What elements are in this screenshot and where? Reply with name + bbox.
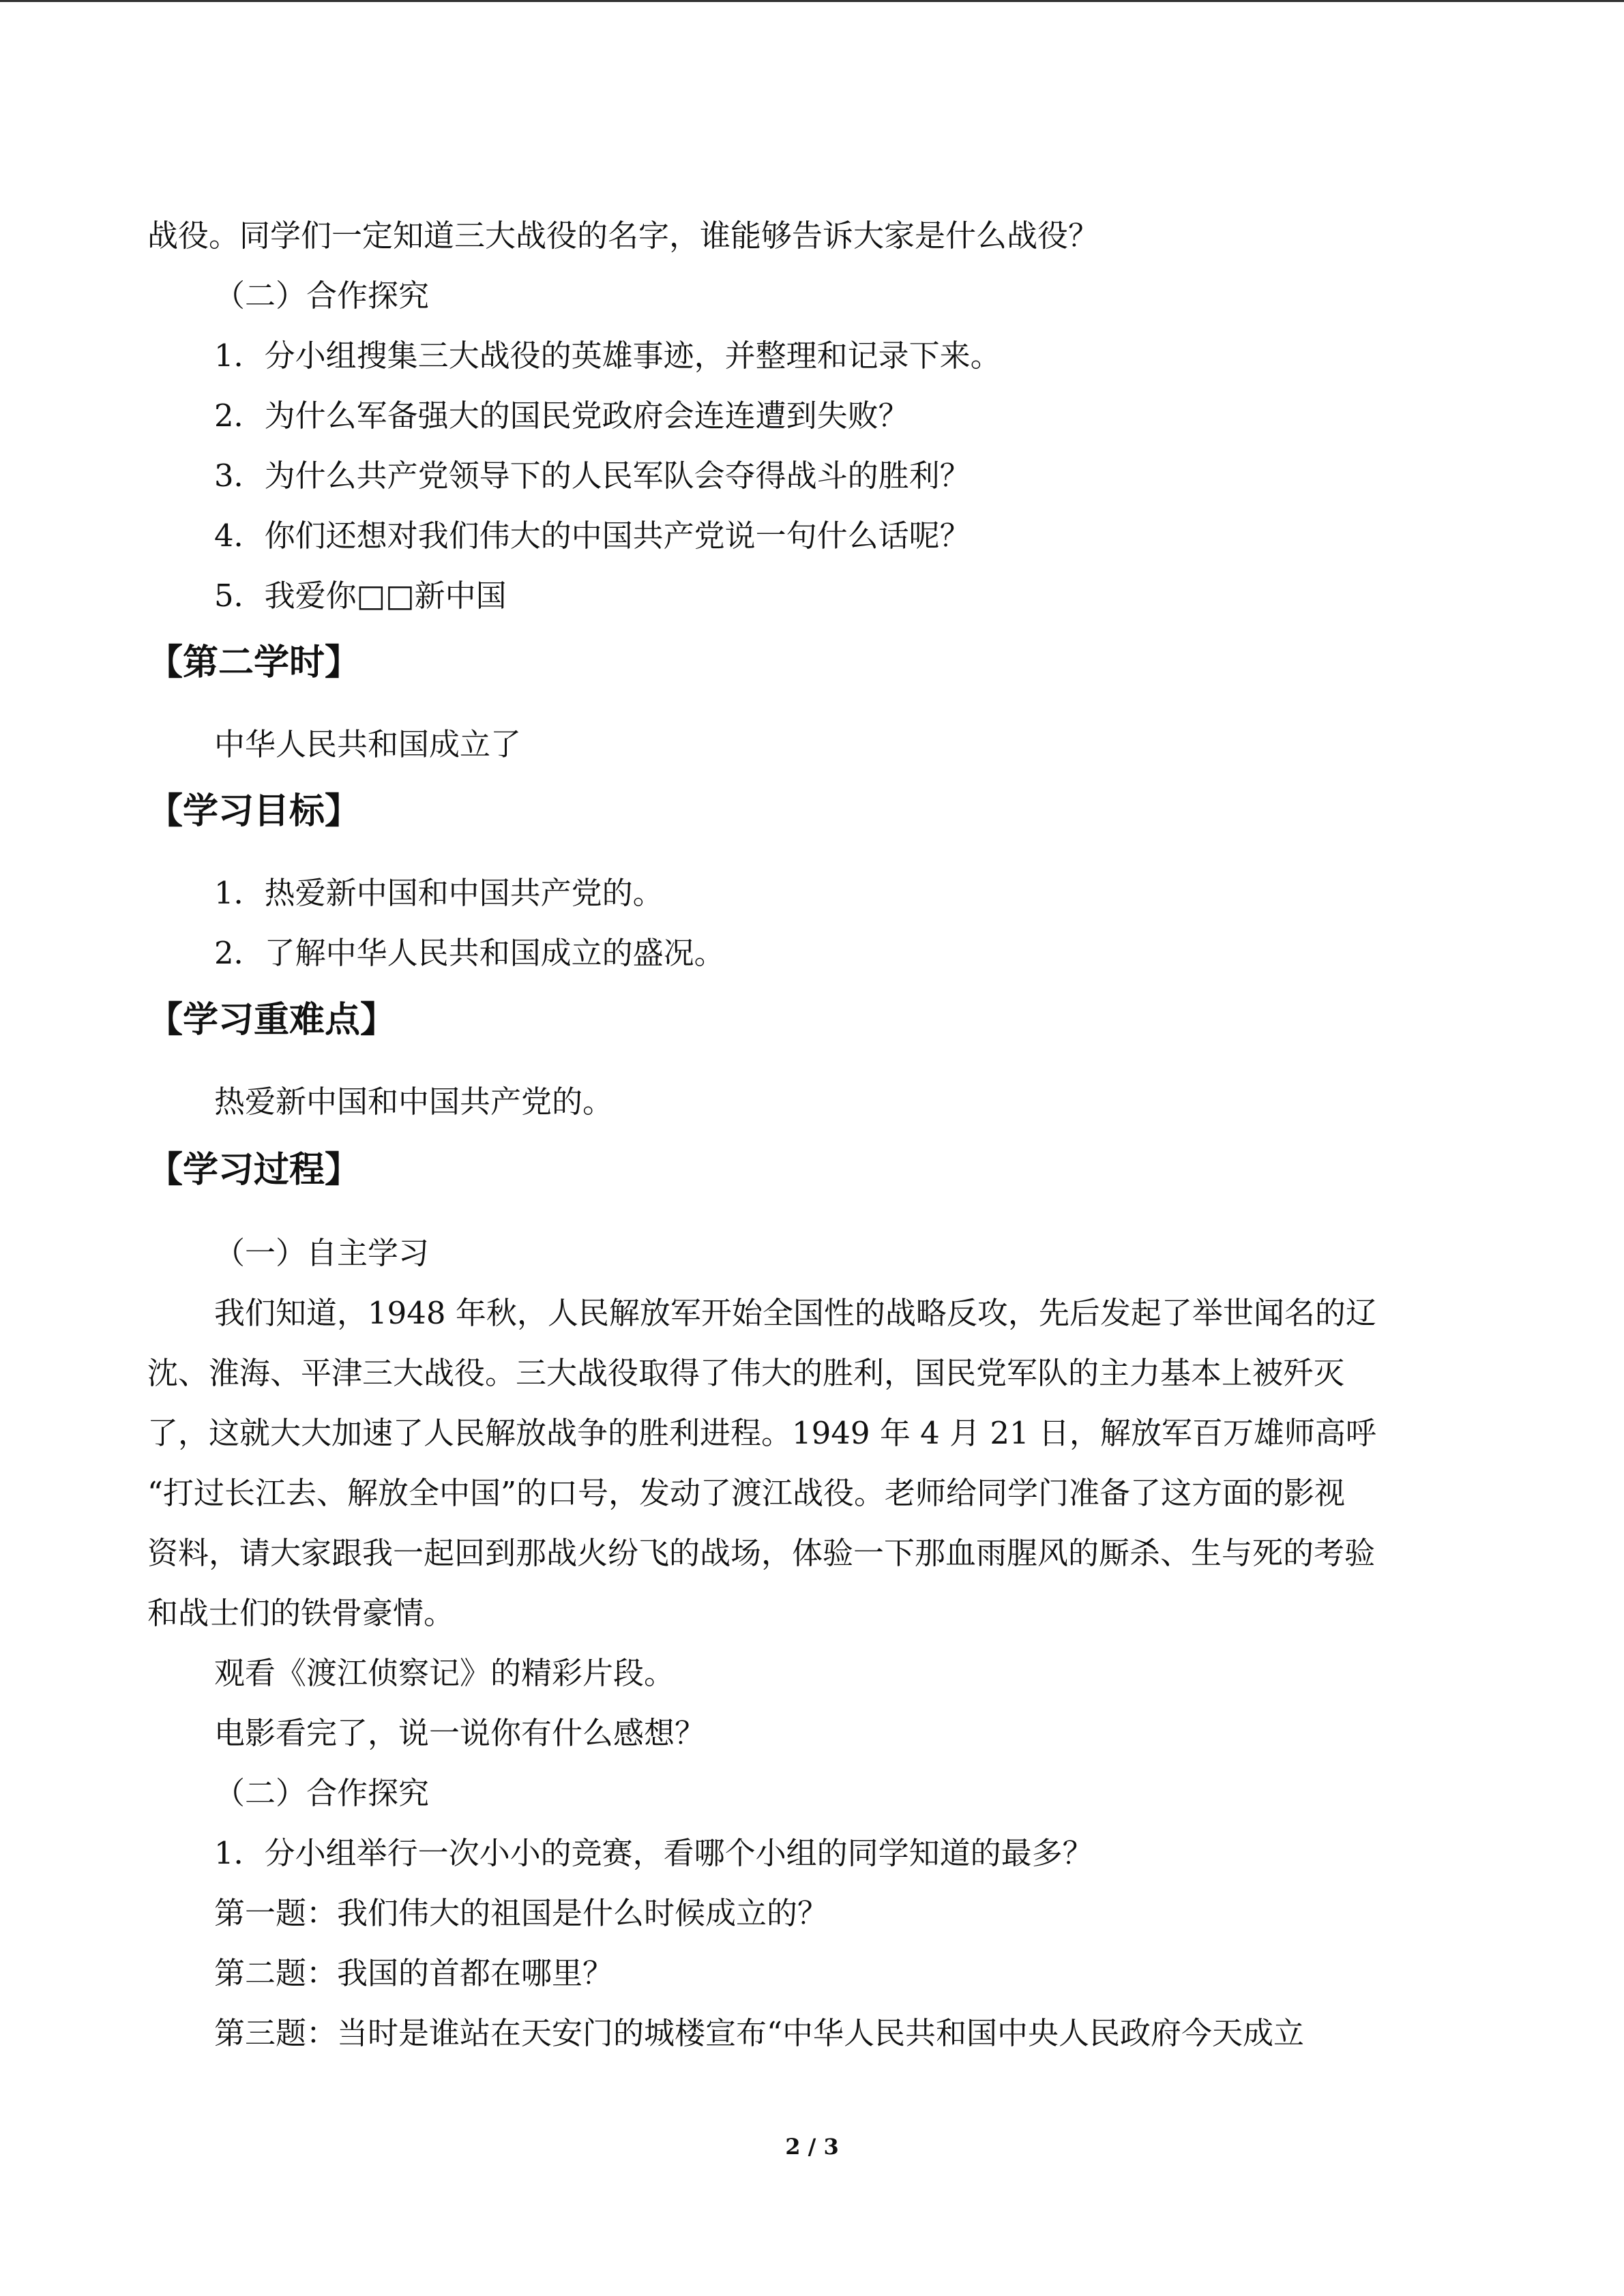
quiz-question: 第三题：当时是谁站在天安门的城楼宣布“中华人民共和国中央人民政府今天成立: [214, 2015, 1305, 2051]
paragraph-line: 热爱新中国和中国共产党的。: [214, 1084, 614, 1120]
list-item: 2．了解中华人民共和国成立的盛况。: [214, 935, 725, 971]
section-heading-learning-process: 【学习过程】: [147, 1150, 361, 1191]
lesson-title: 中华人民共和国成立了: [214, 726, 522, 762]
list-item: 2．为什么军备强大的国民党政府会连连遭到失败？: [214, 398, 909, 434]
list-item: 1．分小组搜集三大战役的英雄事迹，并整理和记录下来。: [214, 338, 1001, 374]
section-heading-learning-goals: 【学习目标】: [147, 791, 361, 832]
section-heading-second-lesson: 【第二学时】: [147, 642, 361, 683]
paragraph-line: 战役。同学们一定知道三大战役的名字，谁能够告诉大家是什么战役？: [147, 218, 1099, 254]
page-number: 2 / 3: [785, 2134, 839, 2160]
list-item: 1．分小组举行一次小小的竞赛，看哪个小组的同学知道的最多？: [214, 1835, 1093, 1871]
list-item: 3．为什么共产党领导下的人民军队会夺得战斗的胜利？: [214, 458, 971, 494]
list-item: 4．你们还想对我们伟大的中国共产党说一句什么话呢？: [214, 518, 971, 554]
paragraph-line: 观看《渡江侦察记》的精彩片段。: [214, 1655, 675, 1691]
paragraph-line: 和战士们的铁骨豪情。: [147, 1595, 455, 1631]
list-item: 1．热爱新中国和中国共产党的。: [214, 875, 664, 911]
paragraph-line: 电影看完了，说一说你有什么感想？: [214, 1715, 706, 1751]
section-subheading: （一）自主学习: [214, 1235, 430, 1271]
paragraph-line: 我们知道，1948 年秋，人民解放军开始全国性的战略反攻，先后发起了举世闻名的辽: [214, 1295, 1376, 1331]
paragraph-line: “打过长江去、解放全中国”的口号，发动了渡江战役。老师给同学门准备了这方面的影视: [147, 1475, 1346, 1511]
section-subheading: （二）合作探究: [214, 1775, 430, 1811]
section-heading-key-points: 【学习重难点】: [147, 1000, 396, 1041]
paragraph-line: 了，这就大大加速了人民解放战争的胜利进程。1949 年 4 月 21 日，解放军百万雄师高呼: [147, 1415, 1376, 1451]
quiz-question: 第一题：我们伟大的祖国是什么时候成立的？: [214, 1895, 829, 1931]
paragraph-line: 沈、淮海、平津三大战役。三大战役取得了伟大的胜利，国民党军队的主力基本上被歼灭: [147, 1355, 1345, 1391]
list-item: 5．我爱你□□新中国: [214, 578, 507, 614]
section-subheading: （二）合作探究: [214, 278, 430, 314]
quiz-question: 第二题：我国的首都在哪里？: [214, 1955, 614, 1991]
page-top-border: [0, 0, 1624, 2]
paragraph-line: 资料，请大家跟我一起回到那战火纷飞的战场，体验一下那血雨腥风的厮杀、生与死的考验: [147, 1535, 1376, 1571]
